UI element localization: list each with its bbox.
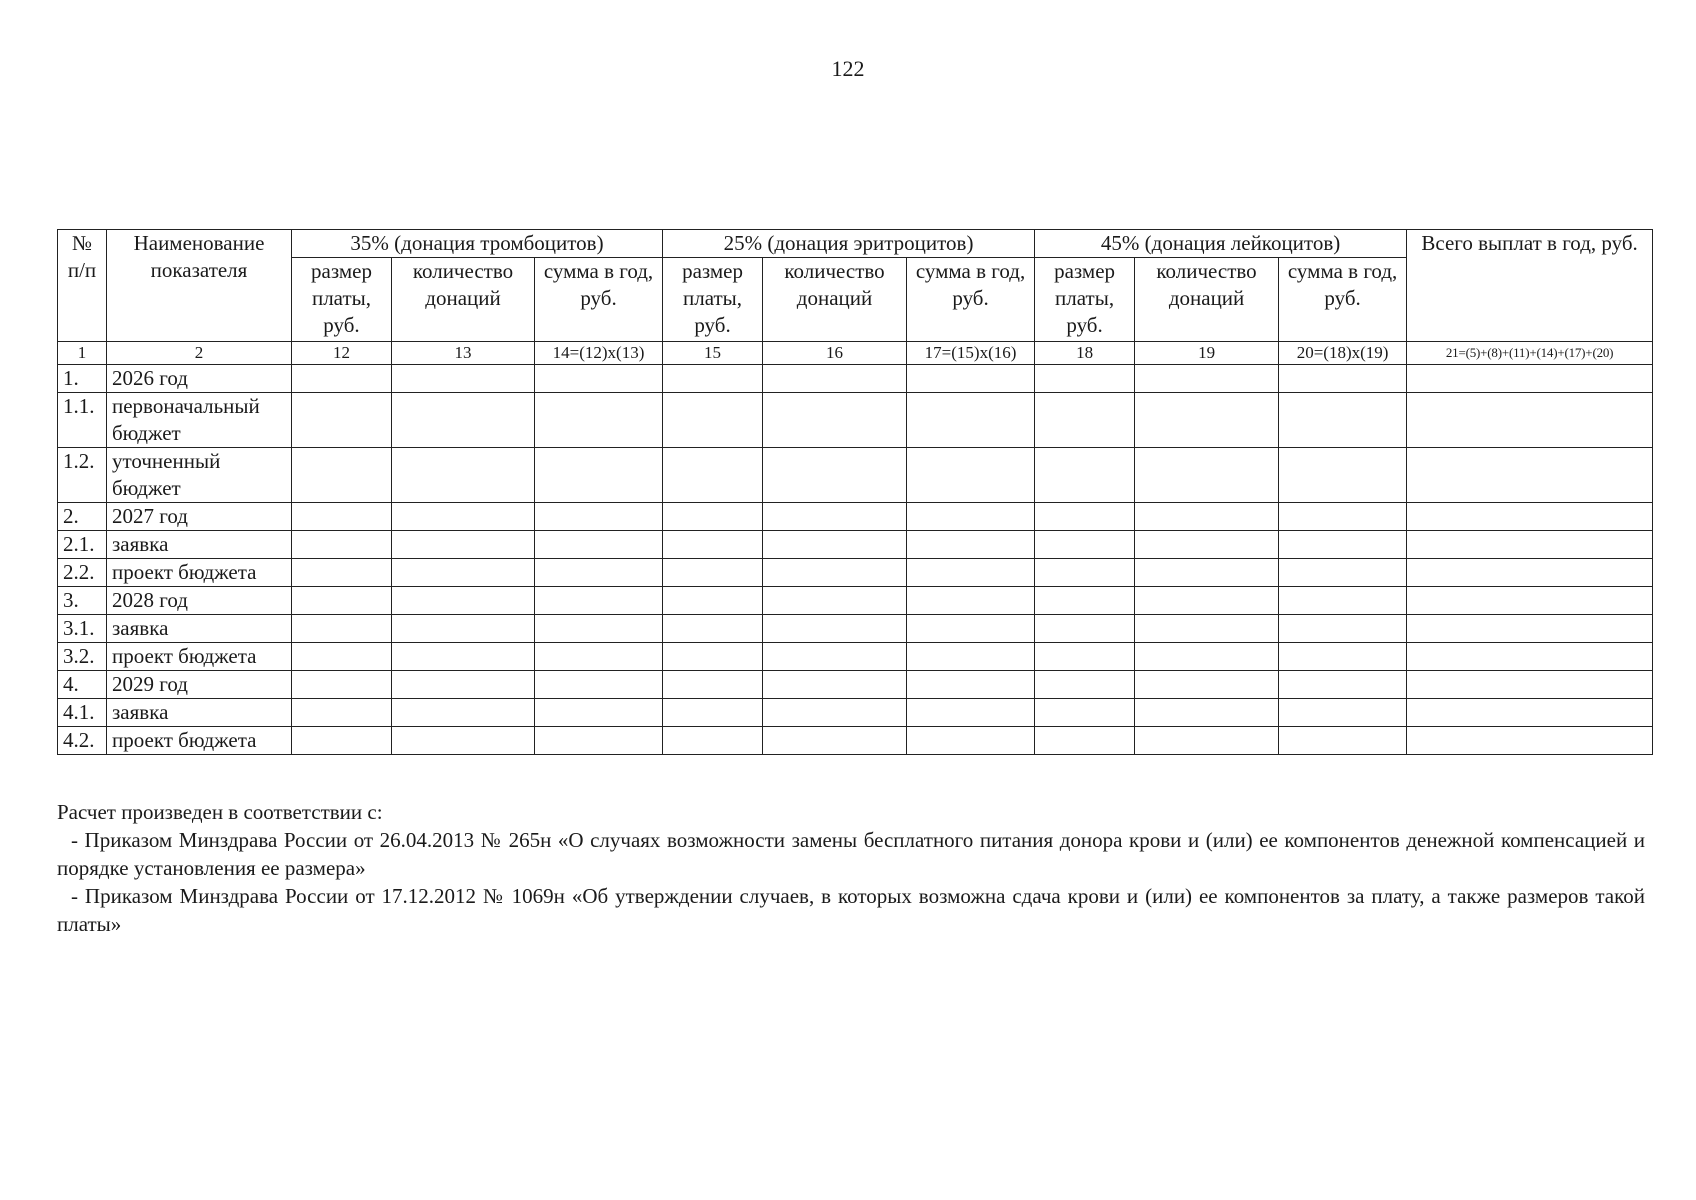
row-indicator-name: проект бюджета xyxy=(107,727,292,755)
table-row xyxy=(58,448,1653,503)
empty-cell xyxy=(1407,559,1653,587)
empty-cell xyxy=(907,643,1035,671)
empty-cell xyxy=(1407,615,1653,643)
empty-cell xyxy=(392,615,535,643)
row-indicator-name: первоначальный бюджет xyxy=(107,393,292,448)
empty-cell xyxy=(292,393,392,448)
empty-cell xyxy=(763,643,907,671)
empty-cell xyxy=(535,671,663,699)
empty-cell xyxy=(1135,587,1279,615)
column-index: 20=(18)х(19) xyxy=(1279,342,1407,365)
column-index: 1 xyxy=(58,342,107,365)
empty-cell xyxy=(292,587,392,615)
column-index: 19 xyxy=(1135,342,1279,365)
empty-cell xyxy=(392,393,535,448)
empty-cell xyxy=(663,393,763,448)
empty-cell xyxy=(1135,727,1279,755)
header-total: Всего выплат в год, руб. xyxy=(1407,230,1653,342)
empty-cell xyxy=(1035,587,1135,615)
empty-cell xyxy=(535,559,663,587)
column-index: 12 xyxy=(292,342,392,365)
notes-intro: Расчет произведен в соответствии с: xyxy=(57,800,383,824)
empty-cell xyxy=(1135,699,1279,727)
empty-cell xyxy=(1279,559,1407,587)
empty-cell xyxy=(392,587,535,615)
header-rate: размер платы, руб. xyxy=(663,258,763,342)
empty-cell xyxy=(1279,727,1407,755)
empty-cell xyxy=(663,587,763,615)
row-indicator-name: заявка xyxy=(107,699,292,727)
empty-cell xyxy=(907,727,1035,755)
empty-cell xyxy=(1279,393,1407,448)
header-sum: сумма в год, руб. xyxy=(907,258,1035,342)
row-number: 3.2. xyxy=(58,643,107,671)
table-row xyxy=(58,727,1653,755)
header-count: количество донаций xyxy=(763,258,907,342)
row-number: 1. xyxy=(58,365,107,393)
empty-cell xyxy=(763,365,907,393)
empty-cell xyxy=(392,559,535,587)
empty-cell xyxy=(1407,587,1653,615)
header-group-leukocytes: 45% (донация лейкоцитов) xyxy=(1035,230,1407,258)
empty-cell xyxy=(535,587,663,615)
empty-cell xyxy=(1279,671,1407,699)
table-row xyxy=(58,643,1653,671)
header-sum: сумма в год, руб. xyxy=(535,258,663,342)
row-indicator-name: 2027 год xyxy=(107,503,292,531)
header-count: количество донаций xyxy=(1135,258,1279,342)
empty-cell xyxy=(663,531,763,559)
row-number: 4. xyxy=(58,671,107,699)
empty-cell xyxy=(292,531,392,559)
empty-cell xyxy=(1407,727,1653,755)
empty-cell xyxy=(1135,503,1279,531)
empty-cell xyxy=(1035,643,1135,671)
table-row xyxy=(58,393,1653,448)
empty-cell xyxy=(907,671,1035,699)
empty-cell xyxy=(1407,643,1653,671)
empty-cell xyxy=(292,448,392,503)
table-row xyxy=(58,531,1653,559)
empty-cell xyxy=(392,643,535,671)
empty-cell xyxy=(763,587,907,615)
page-number: 122 xyxy=(831,56,865,81)
empty-cell xyxy=(392,448,535,503)
empty-cell xyxy=(1035,727,1135,755)
empty-cell xyxy=(1407,699,1653,727)
payments-table xyxy=(57,229,1653,755)
header-name: Наименование показателя xyxy=(107,230,292,342)
column-index: 16 xyxy=(763,342,907,365)
empty-cell xyxy=(1035,559,1135,587)
empty-cell xyxy=(535,365,663,393)
header-rate: размер платы, руб. xyxy=(1035,258,1135,342)
empty-cell xyxy=(1407,503,1653,531)
empty-cell xyxy=(907,365,1035,393)
empty-cell xyxy=(1035,393,1135,448)
empty-cell xyxy=(763,699,907,727)
empty-cell xyxy=(763,727,907,755)
row-number: 4.2. xyxy=(58,727,107,755)
row-indicator-name: проект бюджета xyxy=(107,643,292,671)
empty-cell xyxy=(1279,503,1407,531)
column-index: 15 xyxy=(663,342,763,365)
empty-cell xyxy=(535,699,663,727)
empty-cell xyxy=(392,365,535,393)
empty-cell xyxy=(1279,587,1407,615)
empty-cell xyxy=(292,615,392,643)
empty-cell xyxy=(535,531,663,559)
column-index: 21=(5)+(8)+(11)+(14)+(17)+(20) xyxy=(1407,342,1653,365)
empty-cell xyxy=(763,393,907,448)
empty-cell xyxy=(392,531,535,559)
empty-cell xyxy=(292,643,392,671)
empty-cell xyxy=(763,503,907,531)
row-indicator-name: проект бюджета xyxy=(107,559,292,587)
empty-cell xyxy=(535,503,663,531)
column-index-row xyxy=(58,342,1653,365)
header-group-erythrocytes: 25% (донация эритроцитов) xyxy=(663,230,1035,258)
row-number: 2.1. xyxy=(58,531,107,559)
notes-section xyxy=(57,798,1645,938)
empty-cell xyxy=(1135,365,1279,393)
column-index: 17=(15)х(16) xyxy=(907,342,1035,365)
column-index: 13 xyxy=(392,342,535,365)
payments-table-container xyxy=(57,229,1652,755)
table-row xyxy=(58,699,1653,727)
empty-cell xyxy=(1135,615,1279,643)
empty-cell xyxy=(663,671,763,699)
empty-cell xyxy=(1135,671,1279,699)
empty-cell xyxy=(907,393,1035,448)
empty-cell xyxy=(1279,643,1407,671)
empty-cell xyxy=(663,559,763,587)
empty-cell xyxy=(292,699,392,727)
row-indicator-name: заявка xyxy=(107,615,292,643)
row-number: 3. xyxy=(58,587,107,615)
empty-cell xyxy=(1035,671,1135,699)
table-row xyxy=(58,587,1653,615)
empty-cell xyxy=(907,559,1035,587)
empty-cell xyxy=(535,615,663,643)
empty-cell xyxy=(663,448,763,503)
header-num: № п/п xyxy=(58,230,107,342)
table-row xyxy=(58,671,1653,699)
column-index: 14=(12)х(13) xyxy=(535,342,663,365)
header-sum: сумма в год, руб. xyxy=(1279,258,1407,342)
empty-cell xyxy=(763,615,907,643)
empty-cell xyxy=(1279,615,1407,643)
empty-cell xyxy=(663,699,763,727)
row-indicator-name: 2029 год xyxy=(107,671,292,699)
empty-cell xyxy=(663,365,763,393)
empty-cell xyxy=(392,503,535,531)
row-indicator-name: уточненный бюджет xyxy=(107,448,292,503)
empty-cell xyxy=(907,699,1035,727)
empty-cell xyxy=(907,448,1035,503)
table-row xyxy=(58,615,1653,643)
table-row xyxy=(58,365,1653,393)
empty-cell xyxy=(663,615,763,643)
row-indicator-name: 2026 год xyxy=(107,365,292,393)
row-number: 1.1. xyxy=(58,393,107,448)
empty-cell xyxy=(1035,365,1135,393)
header-count: количество донаций xyxy=(392,258,535,342)
empty-cell xyxy=(292,559,392,587)
empty-cell xyxy=(535,448,663,503)
empty-cell xyxy=(1407,671,1653,699)
empty-cell xyxy=(1135,448,1279,503)
empty-cell xyxy=(535,393,663,448)
row-number: 2. xyxy=(58,503,107,531)
empty-cell xyxy=(663,727,763,755)
empty-cell xyxy=(392,699,535,727)
empty-cell xyxy=(1035,503,1135,531)
table-body xyxy=(58,365,1653,755)
empty-cell xyxy=(763,531,907,559)
row-number: 2.2. xyxy=(58,559,107,587)
empty-cell xyxy=(535,643,663,671)
empty-cell xyxy=(907,503,1035,531)
empty-cell xyxy=(1407,393,1653,448)
empty-cell xyxy=(1279,531,1407,559)
header-rate: размер платы, руб. xyxy=(292,258,392,342)
empty-cell xyxy=(1279,699,1407,727)
empty-cell xyxy=(763,448,907,503)
empty-cell xyxy=(1035,699,1135,727)
empty-cell xyxy=(907,615,1035,643)
empty-cell xyxy=(907,587,1035,615)
empty-cell xyxy=(392,727,535,755)
empty-cell xyxy=(663,503,763,531)
empty-cell xyxy=(1135,531,1279,559)
empty-cell xyxy=(1135,559,1279,587)
row-indicator-name: 2028 год xyxy=(107,587,292,615)
empty-cell xyxy=(1407,365,1653,393)
empty-cell xyxy=(907,531,1035,559)
empty-cell xyxy=(1407,531,1653,559)
row-number: 3.1. xyxy=(58,615,107,643)
row-number: 4.1. xyxy=(58,699,107,727)
empty-cell xyxy=(1279,365,1407,393)
empty-cell xyxy=(392,671,535,699)
empty-cell xyxy=(535,727,663,755)
empty-cell xyxy=(292,365,392,393)
empty-cell xyxy=(1035,531,1135,559)
empty-cell xyxy=(663,643,763,671)
empty-cell xyxy=(1279,448,1407,503)
empty-cell xyxy=(292,503,392,531)
empty-cell xyxy=(1035,448,1135,503)
empty-cell xyxy=(1135,643,1279,671)
empty-cell xyxy=(763,671,907,699)
empty-cell xyxy=(763,559,907,587)
note-item: - Приказом Минздрава России от 17.12.2012 № 1069н «Об утверждении случаев, в которых возможна сдача крови и (или) ее компонентов за плату, а также размеров такой платы» xyxy=(57,884,1645,936)
header-group-platelets: 35% (донация тромбоцитов) xyxy=(292,230,663,258)
empty-cell xyxy=(1135,393,1279,448)
table-row xyxy=(58,559,1653,587)
row-number: 1.2. xyxy=(58,448,107,503)
row-indicator-name: заявка xyxy=(107,531,292,559)
table-row xyxy=(58,503,1653,531)
empty-cell xyxy=(1407,448,1653,503)
empty-cell xyxy=(292,671,392,699)
empty-cell xyxy=(292,727,392,755)
empty-cell xyxy=(1035,615,1135,643)
column-index: 2 xyxy=(107,342,292,365)
note-item: - Приказом Минздрава России от 26.04.2013 № 265н «О случаях возможности замены бесплатного питания донора крови и (или) ее компонентов денежной компенсацией и порядке установления ее размера» xyxy=(57,828,1645,880)
column-index: 18 xyxy=(1035,342,1135,365)
